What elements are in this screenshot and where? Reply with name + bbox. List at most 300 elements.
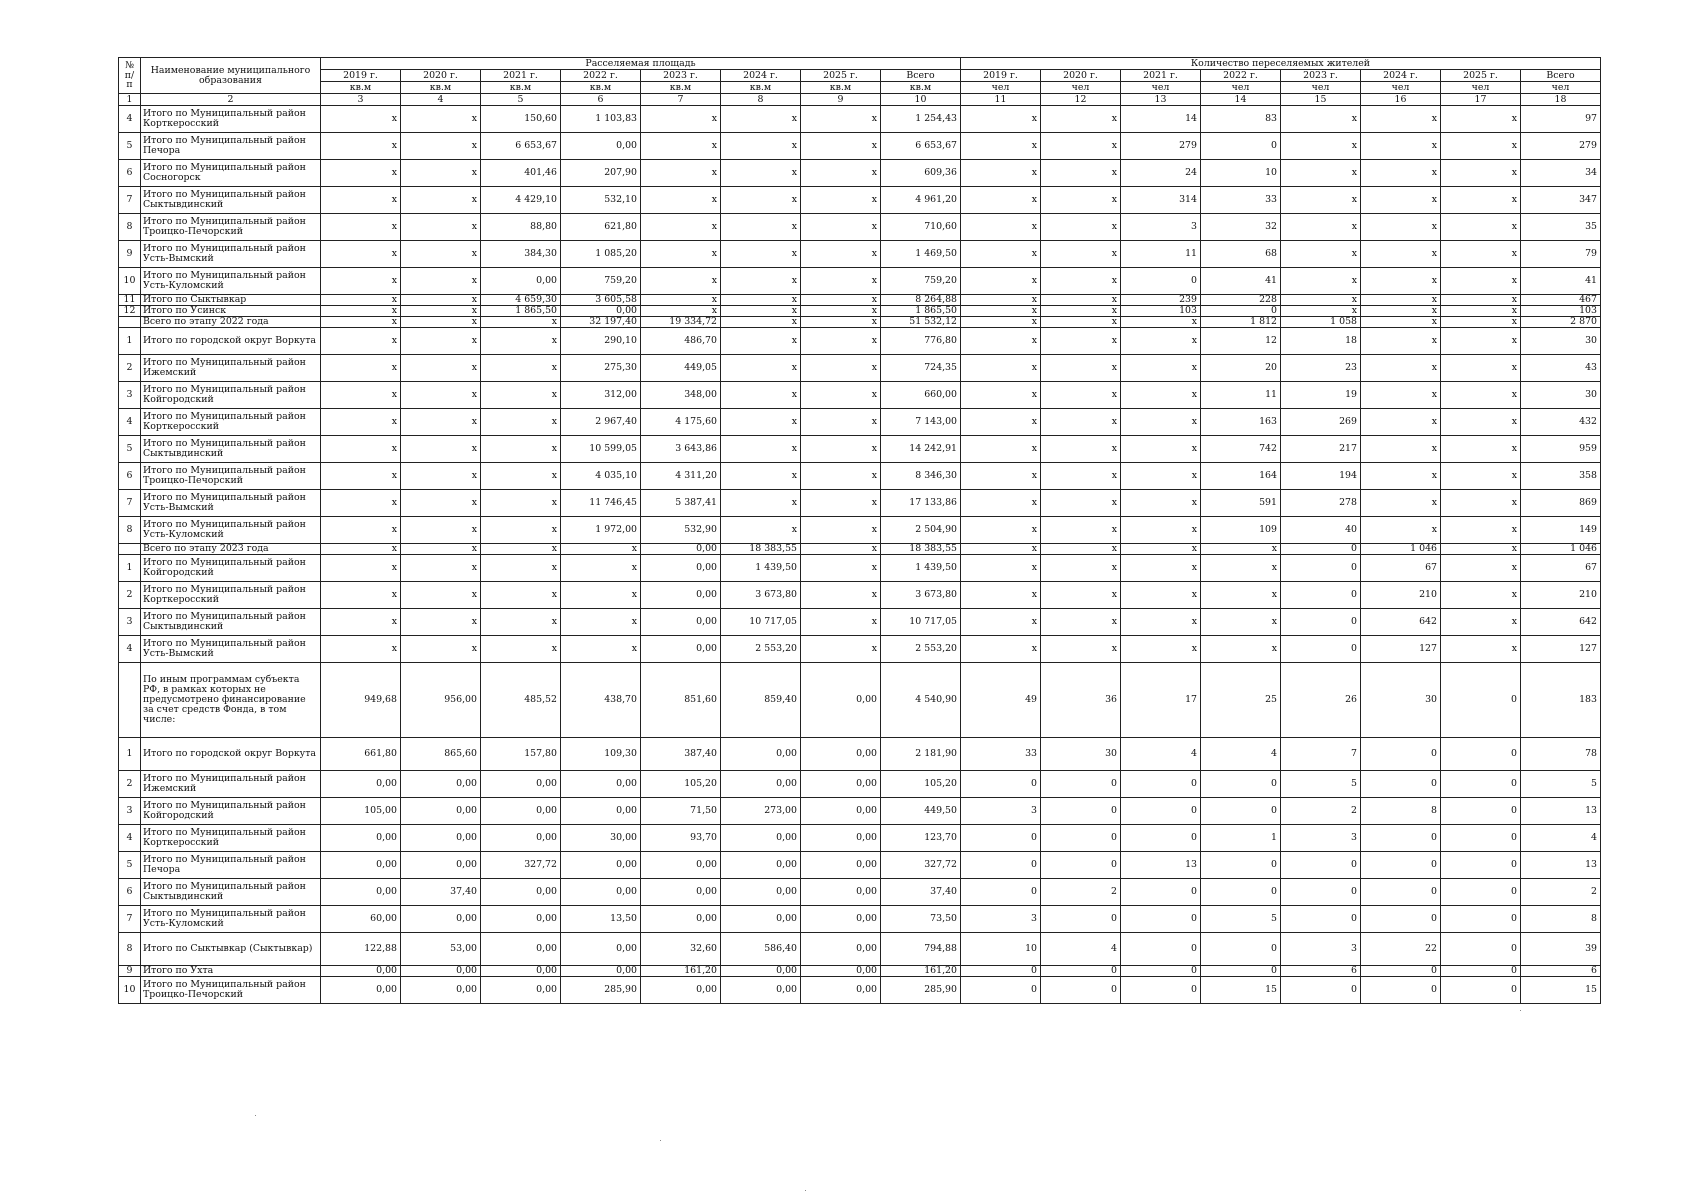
row-name: Итого по Муниципальный район Печора: [141, 852, 321, 879]
people-cell: x: [1041, 409, 1121, 436]
area-cell: 157,80: [481, 738, 561, 771]
row-name: Итого по Муниципальный район Усть-Куломский: [141, 906, 321, 933]
area-cell: 1 865,50: [481, 306, 561, 317]
people-cell: 0: [1441, 798, 1521, 825]
table-row: [119, 825, 1601, 852]
area-cell: 0,00: [321, 825, 401, 852]
area-cell: 438,70: [561, 663, 641, 738]
people-cell: 239: [1121, 295, 1201, 306]
area-cell: 13,50: [561, 906, 641, 933]
area-cell: x: [481, 582, 561, 609]
row-name: Итого по городской округ Воркута: [141, 328, 321, 355]
area-cell: 10 717,05: [881, 609, 961, 636]
row-name: Итого по Муниципальный район Троицко-Печорский: [141, 214, 321, 241]
area-cell: x: [481, 355, 561, 382]
header-unit: кв.м: [721, 82, 801, 94]
table-row: [119, 933, 1601, 966]
header-year: 2022 г.: [561, 70, 641, 82]
area-cell: x: [401, 328, 481, 355]
area-cell: 11 746,45: [561, 490, 641, 517]
header-year: 2024 г.: [1361, 70, 1441, 82]
people-cell: x: [961, 544, 1041, 555]
people-cell: 24: [1121, 160, 1201, 187]
people-cell: 642: [1521, 609, 1601, 636]
people-cell: x: [1121, 463, 1201, 490]
people-cell: x: [1361, 317, 1441, 328]
row-number: 4: [119, 636, 141, 663]
area-cell: x: [801, 582, 881, 609]
people-cell: x: [1201, 555, 1281, 582]
people-cell: 164: [1201, 463, 1281, 490]
header-year: Всего: [1521, 70, 1601, 82]
people-cell: 2: [1041, 879, 1121, 906]
row-name: Итого по Муниципальный район Усть-Вымский: [141, 636, 321, 663]
people-cell: x: [1281, 306, 1361, 317]
area-cell: 956,00: [401, 663, 481, 738]
header-year: 2023 г.: [641, 70, 721, 82]
area-cell: 384,30: [481, 241, 561, 268]
row-name: Итого по Муниципальный район Сыктывдинский: [141, 187, 321, 214]
area-cell: 312,00: [561, 382, 641, 409]
area-cell: 0,00: [321, 852, 401, 879]
area-cell: x: [561, 582, 641, 609]
people-cell: x: [1361, 355, 1441, 382]
people-cell: x: [1041, 355, 1121, 382]
row-number: 4: [119, 825, 141, 852]
area-cell: 0,00: [801, 738, 881, 771]
people-cell: x: [1121, 609, 1201, 636]
table-row: [119, 214, 1601, 241]
area-cell: x: [401, 582, 481, 609]
people-cell: 0: [1121, 977, 1201, 1004]
people-cell: 5: [1201, 906, 1281, 933]
people-cell: x: [961, 268, 1041, 295]
table-row: [119, 636, 1601, 663]
people-cell: 23: [1281, 355, 1361, 382]
people-cell: 0: [1441, 879, 1521, 906]
people-cell: x: [1361, 133, 1441, 160]
row-number: 7: [119, 906, 141, 933]
area-cell: 37,40: [881, 879, 961, 906]
people-cell: x: [1041, 636, 1121, 663]
area-cell: 0,00: [481, 771, 561, 798]
people-cell: 0: [961, 977, 1041, 1004]
people-cell: 1 046: [1521, 544, 1601, 555]
table-row: [119, 966, 1601, 977]
people-cell: 0: [1201, 306, 1281, 317]
people-cell: 32: [1201, 214, 1281, 241]
people-cell: 1 812: [1201, 317, 1281, 328]
header-year: 2025 г.: [801, 70, 881, 82]
document-sheet: [118, 57, 1601, 1004]
people-cell: x: [1121, 328, 1201, 355]
row-number: [119, 663, 141, 738]
area-cell: 0,00: [401, 798, 481, 825]
people-cell: 0: [1281, 636, 1361, 663]
people-cell: x: [1041, 544, 1121, 555]
people-cell: x: [1441, 436, 1521, 463]
people-cell: x: [1441, 555, 1521, 582]
area-cell: 1 439,50: [881, 555, 961, 582]
people-cell: 358: [1521, 463, 1601, 490]
header-index: 6: [561, 94, 641, 106]
area-cell: 4 540,90: [881, 663, 961, 738]
people-cell: x: [1441, 517, 1521, 544]
area-cell: x: [481, 636, 561, 663]
area-cell: 161,20: [641, 966, 721, 977]
area-cell: x: [801, 160, 881, 187]
header-year: 2022 г.: [1201, 70, 1281, 82]
area-cell: 0,00: [721, 852, 801, 879]
people-cell: x: [1361, 409, 1441, 436]
people-cell: 0: [1441, 966, 1521, 977]
area-cell: x: [401, 295, 481, 306]
header-index: 11: [961, 94, 1041, 106]
header-year: 2020 г.: [1041, 70, 1121, 82]
header-year: 2019 г.: [961, 70, 1041, 82]
area-cell: 327,72: [881, 852, 961, 879]
area-cell: x: [721, 106, 801, 133]
people-cell: 0: [1041, 771, 1121, 798]
people-cell: x: [1441, 544, 1521, 555]
area-cell: x: [401, 214, 481, 241]
table-row: [119, 490, 1601, 517]
area-cell: x: [641, 106, 721, 133]
people-cell: 0: [961, 852, 1041, 879]
people-cell: 0: [1041, 825, 1121, 852]
people-cell: x: [961, 133, 1041, 160]
header-unit: кв.м: [481, 82, 561, 94]
area-cell: x: [401, 306, 481, 317]
area-cell: 0,00: [721, 771, 801, 798]
area-cell: 105,20: [641, 771, 721, 798]
area-cell: 1 103,83: [561, 106, 641, 133]
people-cell: x: [1441, 241, 1521, 268]
people-cell: x: [1281, 187, 1361, 214]
area-cell: 0,00: [401, 852, 481, 879]
area-cell: x: [641, 214, 721, 241]
area-cell: 2 553,20: [721, 636, 801, 663]
area-cell: 4 035,10: [561, 463, 641, 490]
row-name: Итого по Муниципальный район Корткеросский: [141, 582, 321, 609]
people-cell: 83: [1201, 106, 1281, 133]
people-cell: 0: [1041, 906, 1121, 933]
area-cell: 17 133,86: [881, 490, 961, 517]
area-cell: 532,90: [641, 517, 721, 544]
area-cell: x: [481, 328, 561, 355]
area-cell: 661,80: [321, 738, 401, 771]
header-year: 2019 г.: [321, 70, 401, 82]
people-cell: x: [1281, 160, 1361, 187]
area-cell: x: [481, 490, 561, 517]
people-cell: 0: [1121, 966, 1201, 977]
people-cell: x: [1441, 382, 1521, 409]
people-cell: x: [1041, 490, 1121, 517]
area-cell: 0,00: [721, 966, 801, 977]
people-cell: 869: [1521, 490, 1601, 517]
people-cell: 1 046: [1361, 544, 1441, 555]
area-cell: x: [321, 490, 401, 517]
area-cell: x: [401, 555, 481, 582]
area-cell: x: [401, 463, 481, 490]
table-row: [119, 852, 1601, 879]
row-name: Итого по Муниципальный район Усть-Вымский: [141, 241, 321, 268]
area-cell: x: [801, 106, 881, 133]
area-cell: x: [561, 555, 641, 582]
area-cell: 0,00: [321, 966, 401, 977]
table-row: [119, 409, 1601, 436]
header-years-row: [119, 70, 1601, 82]
people-cell: x: [1441, 609, 1521, 636]
people-cell: 183: [1521, 663, 1601, 738]
people-cell: 279: [1521, 133, 1601, 160]
header-units-row: [119, 82, 1601, 94]
row-name: Итого по Муниципальный район Усть-Вымский: [141, 490, 321, 517]
row-number: 3: [119, 609, 141, 636]
area-cell: 0,00: [721, 977, 801, 1004]
area-cell: 4 961,20: [881, 187, 961, 214]
area-cell: x: [801, 382, 881, 409]
people-cell: x: [961, 463, 1041, 490]
people-cell: 33: [961, 738, 1041, 771]
row-number: 8: [119, 214, 141, 241]
row-name: Итого по городской округ Воркута: [141, 738, 321, 771]
area-cell: 0,00: [481, 966, 561, 977]
area-cell: x: [481, 382, 561, 409]
area-cell: x: [401, 517, 481, 544]
row-name: Итого по Сыктывкар (Сыктывкар): [141, 933, 321, 966]
area-cell: 0,00: [801, 663, 881, 738]
people-cell: 0: [1121, 933, 1201, 966]
header-index: 14: [1201, 94, 1281, 106]
area-cell: 0,00: [481, 879, 561, 906]
area-cell: 387,40: [641, 738, 721, 771]
area-cell: x: [481, 609, 561, 636]
people-cell: 0: [1041, 798, 1121, 825]
people-cell: x: [961, 436, 1041, 463]
area-cell: 401,46: [481, 160, 561, 187]
area-cell: 207,90: [561, 160, 641, 187]
people-cell: x: [1121, 490, 1201, 517]
area-cell: 6 653,67: [881, 133, 961, 160]
area-cell: 109,30: [561, 738, 641, 771]
table-row: [119, 295, 1601, 306]
area-cell: x: [561, 544, 641, 555]
area-cell: 10 599,05: [561, 436, 641, 463]
header-year: Всего: [881, 70, 961, 82]
area-cell: x: [401, 382, 481, 409]
people-cell: 20: [1201, 355, 1281, 382]
area-cell: 859,40: [721, 663, 801, 738]
area-cell: 0,00: [561, 133, 641, 160]
area-cell: x: [321, 582, 401, 609]
area-cell: 794,88: [881, 933, 961, 966]
people-cell: 0: [1441, 663, 1521, 738]
area-cell: 18 383,55: [721, 544, 801, 555]
people-cell: x: [1361, 328, 1441, 355]
people-cell: x: [1121, 436, 1201, 463]
people-cell: 49: [961, 663, 1041, 738]
area-cell: 0,00: [321, 771, 401, 798]
area-cell: x: [401, 187, 481, 214]
people-cell: x: [961, 382, 1041, 409]
people-cell: x: [1121, 555, 1201, 582]
row-name: Итого по Муниципальный район Усть-Куломский: [141, 517, 321, 544]
people-cell: 210: [1521, 582, 1601, 609]
people-cell: x: [1041, 160, 1121, 187]
area-cell: x: [321, 544, 401, 555]
people-cell: x: [961, 636, 1041, 663]
people-cell: x: [961, 517, 1041, 544]
people-cell: 591: [1201, 490, 1281, 517]
area-cell: x: [801, 555, 881, 582]
header-unit: кв.м: [641, 82, 721, 94]
row-number: 7: [119, 490, 141, 517]
people-cell: 2 870: [1521, 317, 1601, 328]
area-cell: x: [801, 133, 881, 160]
area-cell: x: [321, 317, 401, 328]
header-unit: кв.м: [401, 82, 481, 94]
people-cell: 43: [1521, 355, 1601, 382]
header-unit: кв.м: [801, 82, 881, 94]
area-cell: 273,00: [721, 798, 801, 825]
people-cell: x: [961, 328, 1041, 355]
people-cell: 0: [1361, 738, 1441, 771]
people-cell: x: [1441, 133, 1521, 160]
people-cell: 0: [961, 825, 1041, 852]
area-cell: x: [801, 214, 881, 241]
people-cell: 103: [1521, 306, 1601, 317]
people-cell: 0: [1361, 966, 1441, 977]
area-cell: 285,90: [881, 977, 961, 1004]
header-index: 16: [1361, 94, 1441, 106]
header-unit: чел: [1201, 82, 1281, 94]
row-name: По иным программам субъекта РФ, в рамках которых не предусмотрено финансирование за счет средств Фонда, в том числе:: [141, 663, 321, 738]
row-name: Итого по Сыктывкар: [141, 295, 321, 306]
area-cell: x: [641, 187, 721, 214]
people-cell: 127: [1361, 636, 1441, 663]
area-cell: 0,00: [481, 798, 561, 825]
people-cell: 0: [1281, 544, 1361, 555]
area-cell: 0,00: [801, 933, 881, 966]
area-cell: 0,00: [481, 825, 561, 852]
people-cell: x: [1041, 555, 1121, 582]
area-cell: 122,88: [321, 933, 401, 966]
area-cell: 532,10: [561, 187, 641, 214]
people-cell: x: [1201, 636, 1281, 663]
table-row: [119, 771, 1601, 798]
table-row: [119, 187, 1601, 214]
people-cell: 8: [1361, 798, 1441, 825]
people-cell: 1 058: [1281, 317, 1361, 328]
row-name: Всего по этапу 2022 года: [141, 317, 321, 328]
area-cell: x: [721, 160, 801, 187]
header-index: 5: [481, 94, 561, 106]
area-cell: x: [481, 555, 561, 582]
area-cell: 4 175,60: [641, 409, 721, 436]
area-cell: 0,00: [401, 977, 481, 1004]
row-name: Итого по Муниципальный район Печора: [141, 133, 321, 160]
people-cell: 4: [1041, 933, 1121, 966]
people-cell: x: [961, 214, 1041, 241]
header-unit: чел: [1441, 82, 1521, 94]
people-cell: x: [1041, 133, 1121, 160]
people-cell: x: [1281, 268, 1361, 295]
row-number: 6: [119, 160, 141, 187]
table-row: [119, 463, 1601, 490]
people-cell: 467: [1521, 295, 1601, 306]
area-cell: x: [481, 517, 561, 544]
people-cell: 15: [1201, 977, 1281, 1004]
people-cell: x: [1441, 490, 1521, 517]
people-cell: x: [1361, 295, 1441, 306]
area-cell: 348,00: [641, 382, 721, 409]
area-cell: 759,20: [561, 268, 641, 295]
scan-speck: [805, 1190, 806, 1191]
people-cell: 36: [1041, 663, 1121, 738]
area-cell: 621,80: [561, 214, 641, 241]
area-cell: 0,00: [401, 966, 481, 977]
area-cell: 4 429,10: [481, 187, 561, 214]
people-cell: 11: [1201, 382, 1281, 409]
area-cell: 586,40: [721, 933, 801, 966]
area-cell: 60,00: [321, 906, 401, 933]
people-cell: 67: [1361, 555, 1441, 582]
area-cell: 1 439,50: [721, 555, 801, 582]
area-cell: x: [401, 490, 481, 517]
people-cell: x: [1201, 544, 1281, 555]
people-cell: 39: [1521, 933, 1601, 966]
people-cell: x: [961, 317, 1041, 328]
area-cell: 1 469,50: [881, 241, 961, 268]
people-cell: 30: [1361, 663, 1441, 738]
people-cell: x: [1441, 295, 1521, 306]
header-people-group: Количество переселяемых жителей: [961, 58, 1601, 70]
area-cell: 6 653,67: [481, 133, 561, 160]
people-cell: x: [1361, 160, 1441, 187]
people-cell: 0: [1041, 852, 1121, 879]
scan-speck: [255, 1115, 256, 1116]
people-cell: 13: [1521, 852, 1601, 879]
people-cell: 0: [1281, 609, 1361, 636]
header-index: 1: [119, 94, 141, 106]
people-cell: x: [1361, 463, 1441, 490]
area-cell: 0,00: [321, 879, 401, 906]
area-cell: x: [321, 133, 401, 160]
area-cell: 0,00: [641, 879, 721, 906]
people-cell: 269: [1281, 409, 1361, 436]
people-cell: x: [1441, 582, 1521, 609]
area-cell: 2 504,90: [881, 517, 961, 544]
area-cell: 4 311,20: [641, 463, 721, 490]
people-cell: 30: [1041, 738, 1121, 771]
row-name: Всего по этапу 2023 года: [141, 544, 321, 555]
people-cell: 0: [1441, 933, 1521, 966]
area-cell: 449,50: [881, 798, 961, 825]
table-body: [119, 106, 1601, 1004]
row-number: 6: [119, 879, 141, 906]
people-cell: x: [1281, 214, 1361, 241]
area-cell: x: [321, 268, 401, 295]
people-cell: x: [961, 609, 1041, 636]
area-cell: 105,20: [881, 771, 961, 798]
people-cell: 14: [1121, 106, 1201, 133]
area-cell: x: [641, 306, 721, 317]
people-cell: 3: [1281, 933, 1361, 966]
table-row: [119, 436, 1601, 463]
area-cell: 2 967,40: [561, 409, 641, 436]
people-cell: 22: [1361, 933, 1441, 966]
